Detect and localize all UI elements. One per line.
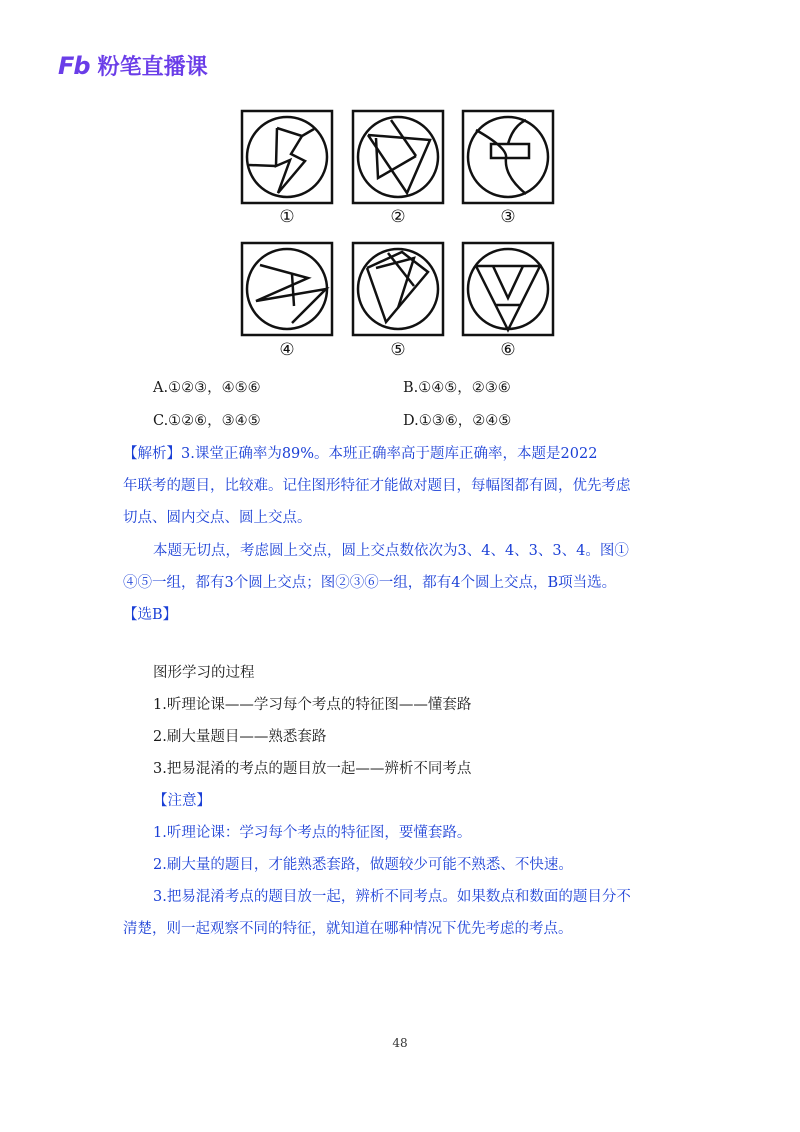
figure-4	[242, 243, 332, 335]
figure-2	[353, 111, 443, 203]
answer-label: 【选B】	[123, 607, 178, 623]
figure-label-5: ⑤	[390, 340, 406, 360]
figure-3	[463, 111, 553, 203]
figure-5	[353, 243, 443, 335]
figure-6	[463, 243, 553, 335]
analysis-line-2: 年联考的题目，比较难。记住图形特征才能做对题目，每幅图都有圆，优先考虑	[123, 478, 631, 494]
analysis-line-3: 切点、圆内交点、圆上交点。	[123, 510, 312, 526]
option-c: C.①②⑥，③④⑤	[153, 413, 261, 429]
option-d: D.①③⑥，②④⑤	[403, 413, 512, 429]
figure-label-6: ⑥	[500, 340, 516, 360]
process-step-1: 1.听理论课——学习每个考点的特征图——懂套路	[153, 697, 472, 713]
analysis-line-1: 【解析】3.课堂正确率为89%。本班正确率高于题库正确率，本题是2022	[123, 446, 598, 462]
note-title: 【注意】	[153, 793, 211, 809]
option-a: A.①②③，④⑤⑥	[153, 380, 261, 396]
process-step-3: 3.把易混淆的考点的题目放一起——辨析不同考点	[153, 761, 472, 777]
figure-1	[242, 111, 332, 203]
note-1: 1.听理论课：学习每个考点的特征图，要懂套路。	[153, 825, 472, 841]
process-step-2: 2.刷大量题目——熟悉套路	[153, 729, 327, 745]
figure-label-2: ②	[390, 207, 406, 227]
option-b: B.①④⑤，②③⑥	[403, 380, 511, 396]
logo-text: 粉笔直播课	[97, 55, 208, 80]
brand-logo	[58, 50, 208, 81]
process-title: 图形学习的过程	[153, 665, 255, 681]
analysis-line-4: 本题无切点，考虑圆上交点，圆上交点数依次为3、4、4、3、3、4。图①	[153, 543, 629, 559]
figure-label-4: ④	[279, 340, 295, 360]
note-3-line-2: 清楚，则一起观察不同的特征，就知道在哪种情况下优先考虑的考点。	[123, 921, 573, 937]
figure-label-3: ③	[500, 207, 516, 227]
puzzle-figure	[238, 108, 563, 368]
note-2: 2.刷大量的题目，才能熟悉套路，做题较少可能不熟悉、不快速。	[153, 857, 573, 873]
note-3-line-1: 3.把易混淆考点的题目放一起，辨析不同考点。如果数点和数面的题目分不	[153, 889, 631, 905]
page-number: 48	[392, 1036, 408, 1050]
figure-label-1: ①	[279, 207, 295, 227]
analysis-line-5: ④⑤一组，都有3个圆上交点；图②③⑥一组，都有4个圆上交点，B项当选。	[123, 575, 617, 591]
logo-mark: Fb	[58, 51, 90, 80]
